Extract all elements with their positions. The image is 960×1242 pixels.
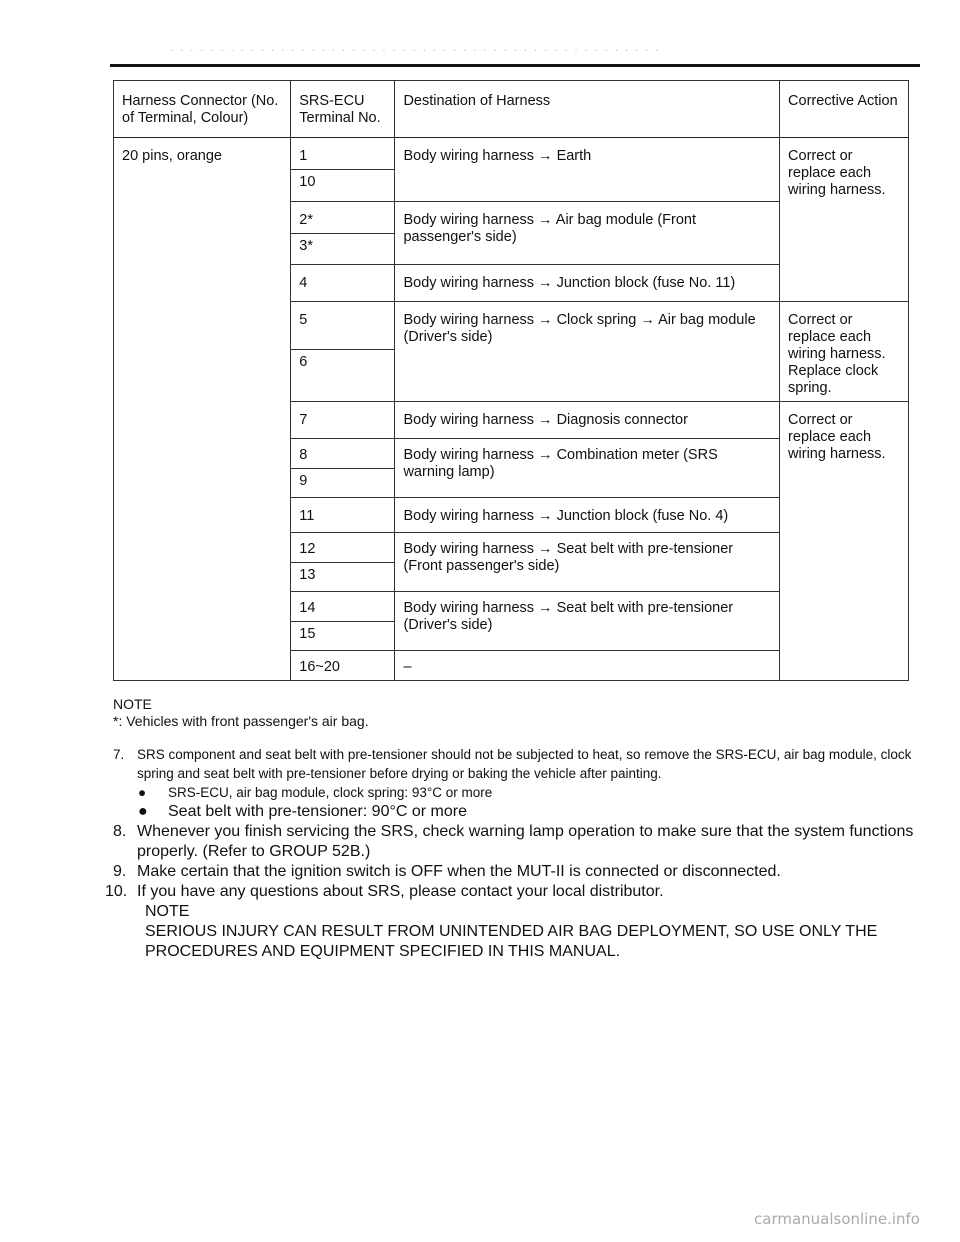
- terminal-cell: 9: [291, 469, 395, 498]
- instruction-list: [105, 745, 923, 902]
- harness-table: [113, 80, 909, 681]
- terminal-cell: 13: [291, 563, 395, 592]
- warning-note-text: SERIOUS INJURY CAN RESULT FROM UNINTENDED AIR BAG DEPLOYMENT, SO USE ONLY THE PROCEDURES AND EQUIPMENT SPECIFIED IN THIS MANUAL.: [145, 923, 878, 960]
- warning-note-title: NOTE: [145, 903, 190, 920]
- destination-cell: Body wiring harness → Combination meter (SRS warning lamp): [395, 439, 780, 498]
- faded-header-text: . . . . . . . . . . . . . . . . . . . . . . . . . . . . . . . . . . . . . . . . . . . . . . . . .: [170, 42, 661, 54]
- destination-cell: Body wiring harness → Junction block (fuse No. 4): [395, 498, 780, 533]
- item-number: 10.: [105, 883, 128, 900]
- item-text: Whenever you finish servicing the SRS, check warning lamp operation to make sure that the system functions properly. (Refer to GROUP 52B.): [137, 823, 914, 860]
- terminal-cell: 3*: [291, 234, 395, 265]
- note-text: *: Vehicles with front passenger's air bag.: [113, 713, 369, 729]
- watermark: carmanualsonline.info: [754, 1210, 920, 1228]
- item-text: SRS-ECU, air bag module, clock spring: 93°C or more: [168, 785, 493, 800]
- harness-table-wrap: [113, 80, 909, 681]
- terminal-cell: 12: [291, 533, 395, 563]
- top-rule: [110, 64, 920, 67]
- header-harness-connector: Harness Connector (No. of Terminal, Colour): [114, 81, 291, 138]
- destination-cell: Body wiring harness → Diagnosis connector: [395, 402, 780, 439]
- header-destination: Destination of Harness: [395, 81, 780, 138]
- item-text: SRS component and seat belt with pre-tensioner should not be subjected to heat, so remove the SRS-ECU, air bag module, clock spring and seat belt with pre-tensioner before drying or baking the vehicle after painting.: [137, 747, 912, 781]
- item-text: If you have any questions about SRS, please contact your local distributor.: [137, 883, 664, 900]
- connector-cell: 20 pins, orange: [114, 138, 291, 681]
- header-terminal-no: SRS-ECU Terminal No.: [291, 81, 395, 138]
- list-item: [113, 783, 923, 802]
- list-item: [113, 802, 923, 822]
- terminal-cell: 7: [291, 402, 395, 439]
- table-note: [113, 696, 369, 730]
- list-item: [113, 862, 923, 882]
- terminal-cell: 16~20: [291, 651, 395, 681]
- note-title: NOTE: [113, 696, 152, 712]
- item-text: Make certain that the ignition switch is OFF when the MUT-II is connected or disconnected.: [137, 863, 781, 880]
- destination-cell: Body wiring harness → Junction block (fuse No. 11): [395, 265, 780, 302]
- warning-note: [145, 902, 925, 962]
- terminal-cell: 5: [291, 302, 395, 350]
- terminal-cell: 2*: [291, 202, 395, 234]
- item-number: 8.: [113, 823, 127, 840]
- table-row: [114, 138, 909, 170]
- list-item: [113, 745, 923, 783]
- terminal-cell: 4: [291, 265, 395, 302]
- terminal-cell: 14: [291, 592, 395, 622]
- table-header-row: [114, 81, 909, 138]
- terminal-cell: 8: [291, 439, 395, 469]
- list-item: [105, 882, 923, 902]
- destination-cell: Body wiring harness → Air bag module (Front passenger's side): [395, 202, 780, 265]
- destination-cell: Body wiring harness → Seat belt with pre-tensioner (Driver's side): [395, 592, 780, 651]
- destination-cell: –: [395, 651, 780, 681]
- bullet-icon: ●: [138, 785, 147, 800]
- item-number: 9.: [113, 863, 127, 880]
- action-cell: Correct or replace each wiring harness. Replace clock spring.: [780, 302, 909, 402]
- bullet-icon: ●: [138, 803, 148, 820]
- action-cell: Correct or replace each wiring harness.: [780, 138, 909, 302]
- header-corrective-action: Corrective Action: [780, 81, 909, 138]
- item-text: Seat belt with pre-tensioner: 90°C or more: [168, 803, 467, 820]
- destination-cell: Body wiring harness → Earth: [395, 138, 780, 202]
- list-item: [113, 822, 923, 862]
- terminal-cell: 1: [291, 138, 395, 170]
- terminal-cell: 10: [291, 170, 395, 202]
- terminal-cell: 15: [291, 622, 395, 651]
- destination-cell: Body wiring harness → Clock spring → Air bag module (Driver's side): [395, 302, 780, 402]
- item-number: 7.: [113, 747, 125, 762]
- terminal-cell: 11: [291, 498, 395, 533]
- destination-cell: Body wiring harness → Seat belt with pre-tensioner (Front passenger's side): [395, 533, 780, 592]
- action-cell: Correct or replace each wiring harness.: [780, 402, 909, 681]
- terminal-cell: 6: [291, 349, 395, 401]
